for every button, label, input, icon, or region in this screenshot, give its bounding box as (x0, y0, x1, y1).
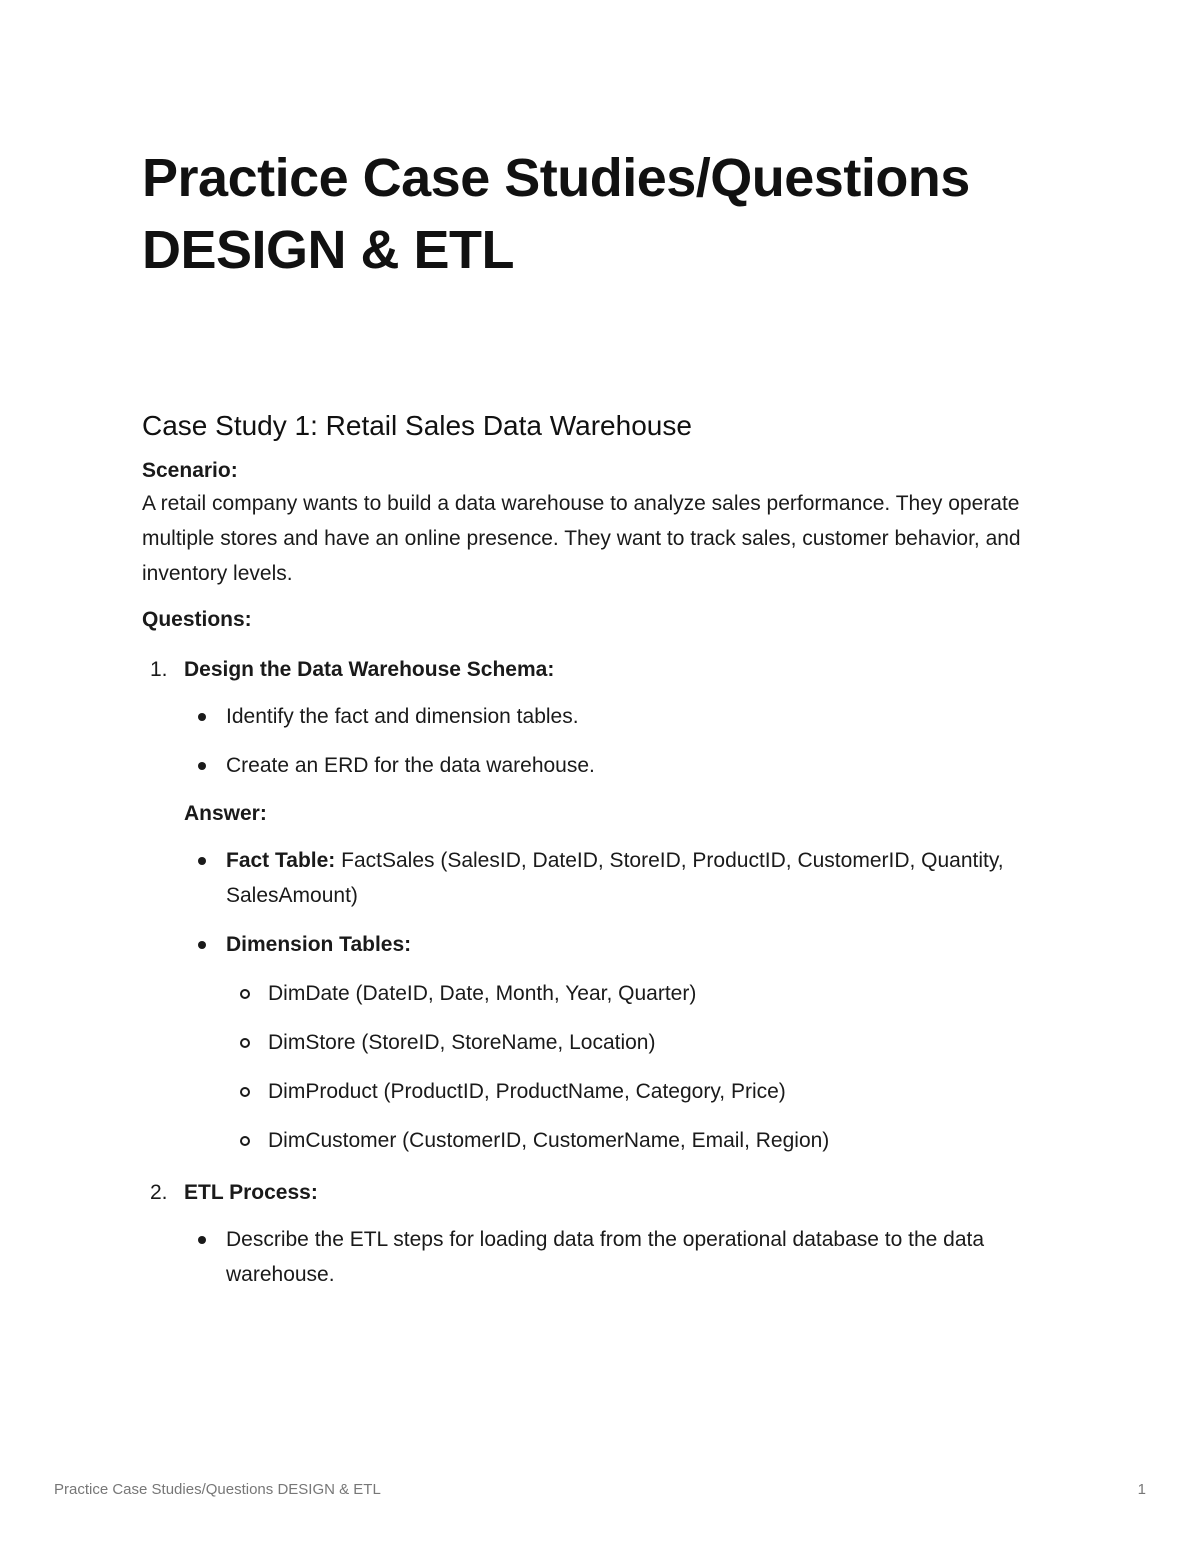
question-bullets (184, 699, 1062, 783)
list-item (184, 1222, 1062, 1292)
hollow-bullet-icon (240, 1038, 250, 1048)
questions-label: Questions: (142, 608, 252, 631)
hollow-bullet-icon (240, 989, 250, 999)
dimension-text: DimDate (DateID, Date, Month, Year, Quarter) (268, 982, 697, 1005)
bullet-icon (198, 1236, 206, 1244)
dimension-item (184, 1074, 1062, 1109)
fact-table-text: FactSales (SalesID, DateID, StoreID, ProductID, CustomerID, Quantity, SalesAmount) (226, 849, 1004, 907)
list-item-text: Describe the ETL steps for loading data from the operational database to the data warehouse. (226, 1228, 985, 1286)
dimension-item (184, 1025, 1062, 1060)
list-item-text: Identify the fact and dimension tables. (226, 705, 579, 728)
question-title: Design the Data Warehouse Schema: (184, 658, 555, 681)
fact-table-label: Fact Table: (226, 849, 336, 872)
question-item-1 (142, 655, 1062, 1158)
question-title: ETL Process: (184, 1181, 318, 1204)
scenario-text: A retail company wants to build a data warehouse to analyze sales performance. They operate multiple stores and have an online presence. They want to track sales, customer behavior, and inventory levels. (142, 492, 1021, 585)
dimension-item (184, 1123, 1062, 1158)
document-title: Practice Case Studies/Questions DESIGN & ETL (142, 148, 970, 280)
bullet-icon (198, 713, 206, 721)
answer-label: Answer: (184, 802, 267, 825)
list-item (184, 748, 1062, 783)
bullet-icon (198, 762, 206, 770)
answer-bullets (184, 843, 1062, 962)
list-item-text: Create an ERD for the data warehouse. (226, 754, 595, 777)
bullet-icon (198, 941, 206, 949)
hollow-bullet-icon (240, 1136, 250, 1146)
question-number: 2. (150, 1181, 168, 1204)
bullet-icon (198, 857, 206, 865)
dimension-text: DimCustomer (CustomerID, CustomerName, Email, Region) (268, 1129, 830, 1152)
dimension-tables-label: Dimension Tables: (226, 933, 412, 956)
hollow-bullet-icon (240, 1087, 250, 1097)
dimension-text: DimProduct (ProductID, ProductName, Category, Price) (268, 1080, 786, 1103)
dimension-text: DimStore (StoreID, StoreName, Location) (268, 1031, 656, 1054)
page-number: 1 (1137, 1481, 1146, 1498)
scenario-label: Scenario: (142, 459, 238, 482)
footer-title: Practice Case Studies/Questions DESIGN & ETL (54, 1481, 381, 1498)
question-item-2 (142, 1178, 1062, 1292)
dimension-list (184, 976, 1062, 1158)
page-content (142, 142, 1062, 1292)
dimension-tables-item (184, 927, 1062, 962)
question-bullets (184, 1222, 1062, 1292)
question-number: 1. (150, 658, 168, 681)
fact-table-item (184, 843, 1062, 913)
dimension-item (184, 976, 1062, 1011)
list-item (184, 699, 1062, 734)
case-study-heading: Case Study 1: Retail Sales Data Warehouse (142, 410, 692, 441)
